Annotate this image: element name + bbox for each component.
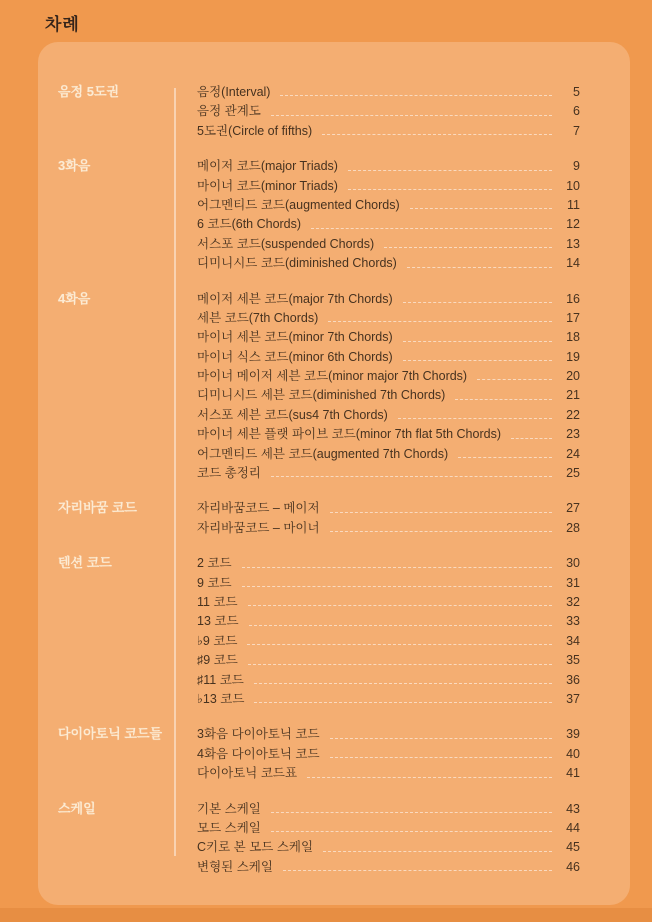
toc-section-items xyxy=(174,553,630,708)
toc-entry xyxy=(197,366,580,385)
toc-entry xyxy=(197,857,580,876)
toc-section xyxy=(38,724,630,782)
toc-entry-page: 40 xyxy=(566,746,580,761)
toc-entry-leader xyxy=(271,831,552,832)
toc-section-items xyxy=(174,724,630,782)
toc-entry-title: 서스포 코드(suspended Chords) xyxy=(197,236,375,251)
toc-section-label: 3화음 xyxy=(58,158,91,174)
toc-entry-title: 마이너 세븐 플랫 파이브 코드(minor 7th flat 5th Chords) xyxy=(197,427,501,442)
page-title: 차례 xyxy=(45,15,80,34)
toc-entry xyxy=(197,101,580,120)
toc-entry-page: 13 xyxy=(566,236,580,251)
toc-entry-title: 마이너 메이저 세븐 코드(minor major 7th Chords) xyxy=(197,369,468,384)
toc-entry xyxy=(197,573,580,592)
toc-entry-title: C키로 본 모드 스케일 xyxy=(197,840,314,855)
toc-entry-title: 6 코드(6th Chords) xyxy=(197,217,302,232)
toc-section xyxy=(38,553,630,708)
toc-section-items xyxy=(174,799,630,877)
toc-entry xyxy=(197,724,580,743)
toc-entry-leader xyxy=(348,189,552,190)
toc-entry xyxy=(197,385,580,404)
toc-entry-page: 37 xyxy=(566,691,580,706)
toc-entry-page: 34 xyxy=(566,633,580,648)
toc-entry-leader xyxy=(403,360,552,361)
toc-entry-title: ♯11 코드 xyxy=(197,672,244,687)
toc-section-label: 4화음 xyxy=(58,290,91,306)
toc-entry xyxy=(197,592,580,611)
toc-entry xyxy=(197,763,580,782)
toc-entry-leader xyxy=(280,95,552,96)
toc-entry-leader xyxy=(328,321,552,322)
toc-entry xyxy=(197,553,580,572)
toc-entry xyxy=(197,82,580,101)
toc-entry-title: 4화음 다이아토닉 코드 xyxy=(197,746,320,761)
toc-entry-page: 41 xyxy=(566,766,580,781)
toc-entry-page: 33 xyxy=(566,614,580,629)
toc-entry-page: 45 xyxy=(566,840,580,855)
toc-entry-page: 9 xyxy=(573,159,580,174)
toc-section xyxy=(38,498,630,537)
toc-section-items xyxy=(174,498,630,537)
toc-entry-title: 변형된 스케일 xyxy=(197,859,273,874)
toc-entry xyxy=(197,650,580,669)
toc-entry xyxy=(197,121,580,140)
toc-entry-leader xyxy=(247,644,552,645)
toc-entry-leader xyxy=(403,341,552,342)
toc-entry-leader xyxy=(254,683,552,684)
toc-entry xyxy=(197,670,580,689)
toc-entry-title: ♭13 코드 xyxy=(197,691,245,706)
toc-entry-page: 19 xyxy=(566,349,580,364)
toc-entry xyxy=(197,327,580,346)
toc-entry-title: 어그멘티드 코드(augmented Chords) xyxy=(197,197,400,212)
toc-entry xyxy=(197,498,580,517)
toc-entry-page: 23 xyxy=(566,427,580,442)
toc-entry xyxy=(197,214,580,233)
toc-entry xyxy=(197,195,580,214)
toc-entry xyxy=(197,837,580,856)
toc-entry-leader xyxy=(407,267,552,268)
toc-entry-title: ♯9 코드 xyxy=(197,653,238,668)
toc-entry xyxy=(197,308,580,327)
toc-entry-title: 5도권(Circle of fifths) xyxy=(197,123,313,138)
toc-entry-page: 30 xyxy=(566,556,580,571)
toc-entry-page: 43 xyxy=(566,801,580,816)
toc-entry-page: 22 xyxy=(566,407,580,422)
toc-entry-page: 11 xyxy=(567,197,580,212)
toc-section-items xyxy=(174,82,630,140)
toc-entry-page: 44 xyxy=(566,820,580,835)
toc-entry-title: 11 코드 xyxy=(197,594,238,609)
toc-entry-title: 9 코드 xyxy=(197,575,232,590)
toc-entry-leader xyxy=(242,586,552,587)
toc-entry-page: 16 xyxy=(566,291,580,306)
toc-entry-leader xyxy=(403,302,552,303)
toc-entry xyxy=(197,253,580,272)
toc-section-label: 다이아토닉 코드들 xyxy=(58,726,163,742)
toc-entry xyxy=(197,799,580,818)
toc-entry-leader xyxy=(271,115,552,116)
toc-section-label: 자리바꿈 코드 xyxy=(58,500,137,516)
toc-entry-title: 기본 스케일 xyxy=(197,801,261,816)
toc-entry-title: 메이저 코드(major Triads) xyxy=(197,159,338,174)
toc-entry-leader xyxy=(248,605,552,606)
toc-section-items xyxy=(174,156,630,272)
page-bottom-shade xyxy=(0,908,652,922)
toc-entry-title: 모드 스케일 xyxy=(197,820,261,835)
toc-entry-leader xyxy=(384,247,552,248)
toc-entry-leader xyxy=(271,812,552,813)
toc-panel xyxy=(38,42,630,905)
toc-entry-leader xyxy=(348,170,552,171)
toc-section xyxy=(38,82,630,140)
toc-entry xyxy=(197,518,580,537)
toc-entry-page: 32 xyxy=(566,594,580,609)
toc-entry-leader xyxy=(410,208,552,209)
toc-entry-title: 3화음 다이아토닉 코드 xyxy=(197,727,320,742)
toc-entry-page: 6 xyxy=(573,104,580,119)
toc-entry-title: 13 코드 xyxy=(197,614,239,629)
toc-entry-title: 메이저 세븐 코드(major 7th Chords) xyxy=(197,291,393,306)
toc-entry-page: 35 xyxy=(566,653,580,668)
toc-entry-page: 20 xyxy=(566,369,580,384)
toc-entry xyxy=(197,234,580,253)
toc-entry xyxy=(197,405,580,424)
toc-entry-title: 디미니시드 코드(diminished Chords) xyxy=(197,256,397,271)
toc-entry-leader xyxy=(511,438,552,439)
toc-entry-page: 25 xyxy=(566,466,580,481)
toc-entry-leader xyxy=(242,567,552,568)
toc-entry xyxy=(197,744,580,763)
toc-entry-page: 14 xyxy=(566,256,580,271)
toc-entry-page: 10 xyxy=(566,178,580,193)
toc-entry-leader xyxy=(254,702,552,703)
toc-entry-page: 21 xyxy=(566,388,580,403)
toc-entry-leader xyxy=(330,757,552,758)
toc-section-label: 음정 5도권 xyxy=(58,84,120,99)
toc-entry-page: 24 xyxy=(566,446,580,461)
toc-entry xyxy=(197,176,580,195)
toc-entry-leader xyxy=(271,476,552,477)
toc-sections xyxy=(38,82,630,892)
toc-entry-leader xyxy=(477,379,552,380)
toc-entry xyxy=(197,463,580,482)
toc-entry-leader xyxy=(322,134,552,135)
toc-entry-title: 다이아토닉 코드표 xyxy=(197,766,298,781)
toc-entry-title: 마이너 식스 코드(minor 6th Chords) xyxy=(197,349,393,364)
toc-section-items xyxy=(174,289,630,483)
toc-entry-leader xyxy=(323,851,552,852)
toc-entry-leader xyxy=(330,531,552,532)
toc-entry-leader xyxy=(330,512,552,513)
toc-entry-leader xyxy=(248,664,552,665)
toc-entry-page: 39 xyxy=(566,727,580,742)
toc-entry-leader xyxy=(455,399,552,400)
toc-entry-leader xyxy=(311,228,552,229)
toc-entry-title: 2 코드 xyxy=(197,556,232,571)
toc-entry-page: 12 xyxy=(566,217,580,232)
toc-entry xyxy=(197,444,580,463)
toc-entry-leader xyxy=(249,625,552,626)
toc-section-label: 텐션 코드 xyxy=(58,555,112,571)
toc-entry xyxy=(197,631,580,650)
toc-entry xyxy=(197,611,580,630)
toc-entry xyxy=(197,689,580,708)
toc-section xyxy=(38,799,630,877)
toc-entry-title: ♭9 코드 xyxy=(197,633,238,648)
toc-entry-leader xyxy=(283,870,552,871)
toc-entry xyxy=(197,156,580,175)
toc-entry-title: 코드 총정리 xyxy=(197,466,261,481)
toc-section xyxy=(38,156,630,272)
toc-entry-page: 31 xyxy=(566,575,580,590)
toc-entry-leader xyxy=(398,418,552,419)
toc-entry-title: 세븐 코드(7th Chords) xyxy=(197,310,319,325)
toc-entry-title: 음정 관계도 xyxy=(197,104,261,119)
toc-entry-title: 자리바꿈코드 – 마이너 xyxy=(197,520,320,535)
toc-entry xyxy=(197,424,580,443)
toc-entry-page: 5 xyxy=(573,85,580,99)
toc-entry-page: 28 xyxy=(566,520,580,535)
toc-entry-leader xyxy=(330,738,552,739)
toc-entry-title: 디미니시드 세븐 코드(diminished 7th Chords) xyxy=(197,388,446,403)
toc-entry-page: 17 xyxy=(566,310,580,325)
toc-section xyxy=(38,289,630,483)
toc-entry-title: 마이너 코드(minor Triads) xyxy=(197,178,338,193)
toc-entry-leader xyxy=(307,777,552,778)
toc-entry xyxy=(197,289,580,308)
toc-entry-page: 7 xyxy=(573,123,580,138)
toc-section-label: 스케일 xyxy=(58,800,96,816)
toc-entry xyxy=(197,818,580,837)
toc-entry-title: 음정(Interval) xyxy=(197,85,271,99)
toc-entry xyxy=(197,347,580,366)
toc-entry-page: 18 xyxy=(566,330,580,345)
toc-entry-title: 어그멘티드 세븐 코드(augmented 7th Chords) xyxy=(197,446,449,461)
toc-entry-title: 서스포 세븐 코드(sus4 7th Chords) xyxy=(197,407,388,422)
toc-entry-page: 27 xyxy=(566,501,580,516)
toc-entry-title: 자리바꿈코드 – 메이저 xyxy=(197,501,320,516)
toc-entry-title: 마이너 세븐 코드(minor 7th Chords) xyxy=(197,330,393,345)
toc-entry-page: 46 xyxy=(566,859,580,874)
toc-entry-leader xyxy=(458,457,552,458)
toc-entry-page: 36 xyxy=(566,672,580,687)
